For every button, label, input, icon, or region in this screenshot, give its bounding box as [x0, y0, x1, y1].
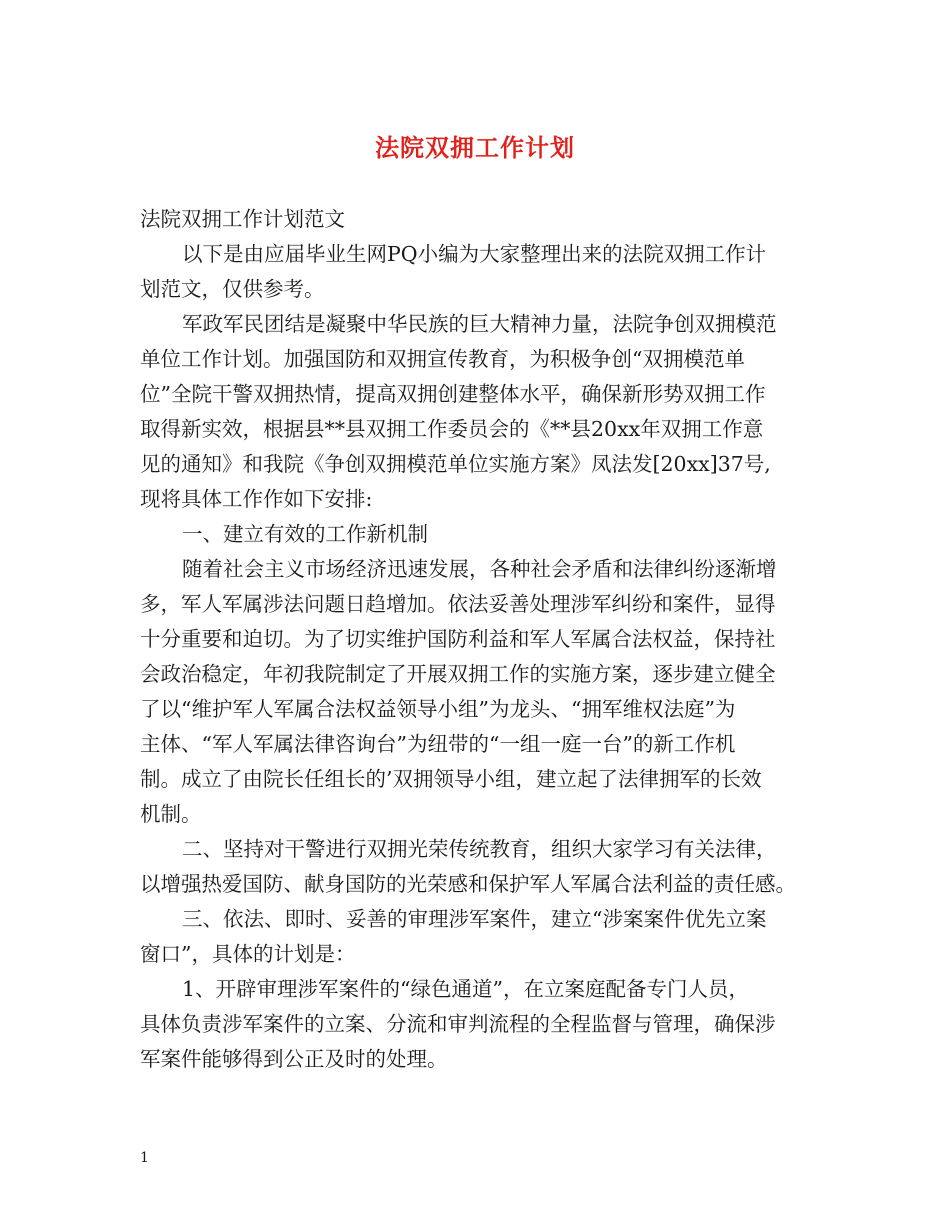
text-line: 1、开辟审理涉军案件的“绿色通道”，在立案庭配备专门人员， — [182, 977, 750, 1001]
text-line: 主体、“军人军属法律咨询台”为纽带的“一组一庭一台”的新工作机 — [140, 732, 736, 756]
document-title: 法院双拥工作计划 — [375, 133, 575, 162]
text-line: 十分重要和迫切。为了切实维护国防利益和军人军属合法权益，保持社 — [140, 627, 776, 651]
text-line: 会政治稳定，年初我院制定了开展双拥工作的实施方案，逐步建立健全 — [140, 662, 776, 686]
text-line: 军政军民团结是凝聚中华民族的巨大精神力量，法院争创双拥模范 — [182, 312, 777, 336]
text-line: 取得新实效，根据县**县双拥工作委员会的《**县20xx年双拥工作意 — [140, 417, 764, 441]
text-line: 以增强热爱国防、献身国防的光荣感和保护军人军属合法利益的责任感。 — [140, 872, 796, 896]
text-line: 单位工作计划。加强国防和双拥宣传教育，为积极争创“双拥模范单 — [140, 347, 745, 371]
text-line: 军案件能够得到公正及时的处理。 — [140, 1047, 448, 1071]
text-line: 以下是由应届毕业生网PQ小编为大家整理出来的法院双拥工作计 — [182, 242, 767, 266]
text-line: 机制。 — [140, 802, 202, 826]
text-line: 制。成立了由院长任组长的’双拥领导小组，建立起了法律拥军的长效 — [140, 767, 762, 791]
document-body — [140, 202, 820, 1077]
page-number: 1 — [140, 1150, 149, 1166]
text-line: 三、依法、即时、妥善的审理涉军案件，建立“涉案案件优先立案 — [182, 907, 767, 931]
text-line: 二、坚持对干警进行双拥光荣传统教育，组织大家学习有关法律， — [182, 837, 777, 861]
text-line: 法院双拥工作计划范文 — [140, 207, 345, 231]
text-line: 划范文，仅供参考。 — [140, 277, 325, 301]
text-line: 了以“维护军人军属合法权益领导小组”为龙头、“拥军维权法庭”为 — [140, 697, 736, 721]
text-line: 具体负责涉军案件的立案、分流和审判流程的全程监督与管理，确保涉 — [140, 1012, 776, 1036]
text-line: 随着社会主义市场经济迅速发展，各种社会矛盾和法律纠纷逐渐增 — [182, 557, 777, 581]
text-line: 多，军人军属涉法问题日趋增加。依法妥善处理涉军纠纷和案件，显得 — [140, 592, 776, 616]
text-line: 位”全院干警双拥热情，提高双拥创建整体水平，确保新形势双拥工作 — [140, 382, 766, 406]
text-line: 现将具体工作作如下安排: — [140, 487, 373, 511]
text-line: 窗口”，具体的计划是： — [140, 942, 356, 966]
text-line: 一、建立有效的工作新机制 — [182, 522, 428, 546]
text-line: 见的通知》和我院《争创双拥模范单位实施方案》凤法发[20xx]37号, — [140, 452, 771, 476]
